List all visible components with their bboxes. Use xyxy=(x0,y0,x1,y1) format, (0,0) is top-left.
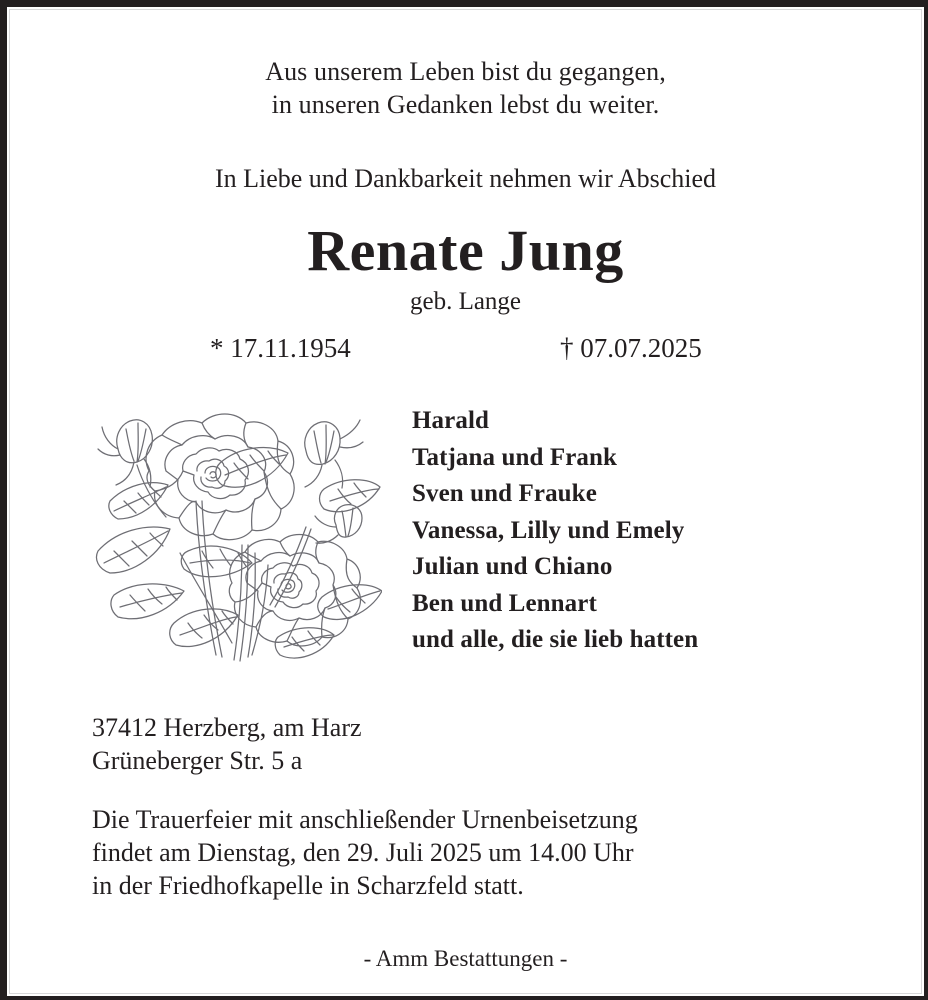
list-item: Ben und Lennart xyxy=(412,589,597,617)
service-line-2: findet am Dienstag, den 29. Juli 2025 um 14.00 Uhr xyxy=(92,838,634,867)
list-item: Vanessa, Lilly und Emely xyxy=(412,516,685,544)
family-address xyxy=(92,711,839,777)
notice-content xyxy=(7,7,924,996)
life-dates xyxy=(92,331,839,377)
funeral-home-credit: - Amm Bestattungen - xyxy=(363,946,568,971)
service-line-1: Die Trauerfeier mit anschließender Urnenbeisetzung xyxy=(92,805,638,834)
service-line-3: in der Friedhofkapelle in Scharzfeld statt. xyxy=(92,871,524,900)
verse-line-2: in unseren Gedanken lebst du weiter. xyxy=(271,90,660,119)
mourners-list xyxy=(412,403,698,659)
address-line-1: 37412 Herzberg, am Harz xyxy=(92,713,362,742)
list-item: Tatjana und Frank xyxy=(412,443,618,471)
list-item: und alle, die sie lieb hatten xyxy=(412,626,699,653)
death-date: † 07.07.2025 xyxy=(560,333,702,363)
farewell-line: In Liebe und Dankbarkeit nehmen wir Abschied xyxy=(214,164,717,193)
list-item: Harald xyxy=(412,407,489,434)
address-line-2: Grüneberger Str. 5 a xyxy=(92,746,303,775)
service-details xyxy=(92,803,839,902)
verse-line-1: Aus unserem Leben bist du gegangen, xyxy=(265,57,666,86)
ornament-and-mourners xyxy=(92,399,839,677)
deceased-name: Renate Jung xyxy=(307,218,624,283)
roses-illustration-icon xyxy=(92,405,382,677)
birth-date: * 17.11.1954 xyxy=(210,333,351,363)
list-item: Julian und Chiano xyxy=(412,553,613,580)
memorial-verse xyxy=(92,7,839,121)
deceased-maiden-name: geb. Lange xyxy=(409,288,522,315)
list-item: Sven und Frauke xyxy=(412,480,597,507)
